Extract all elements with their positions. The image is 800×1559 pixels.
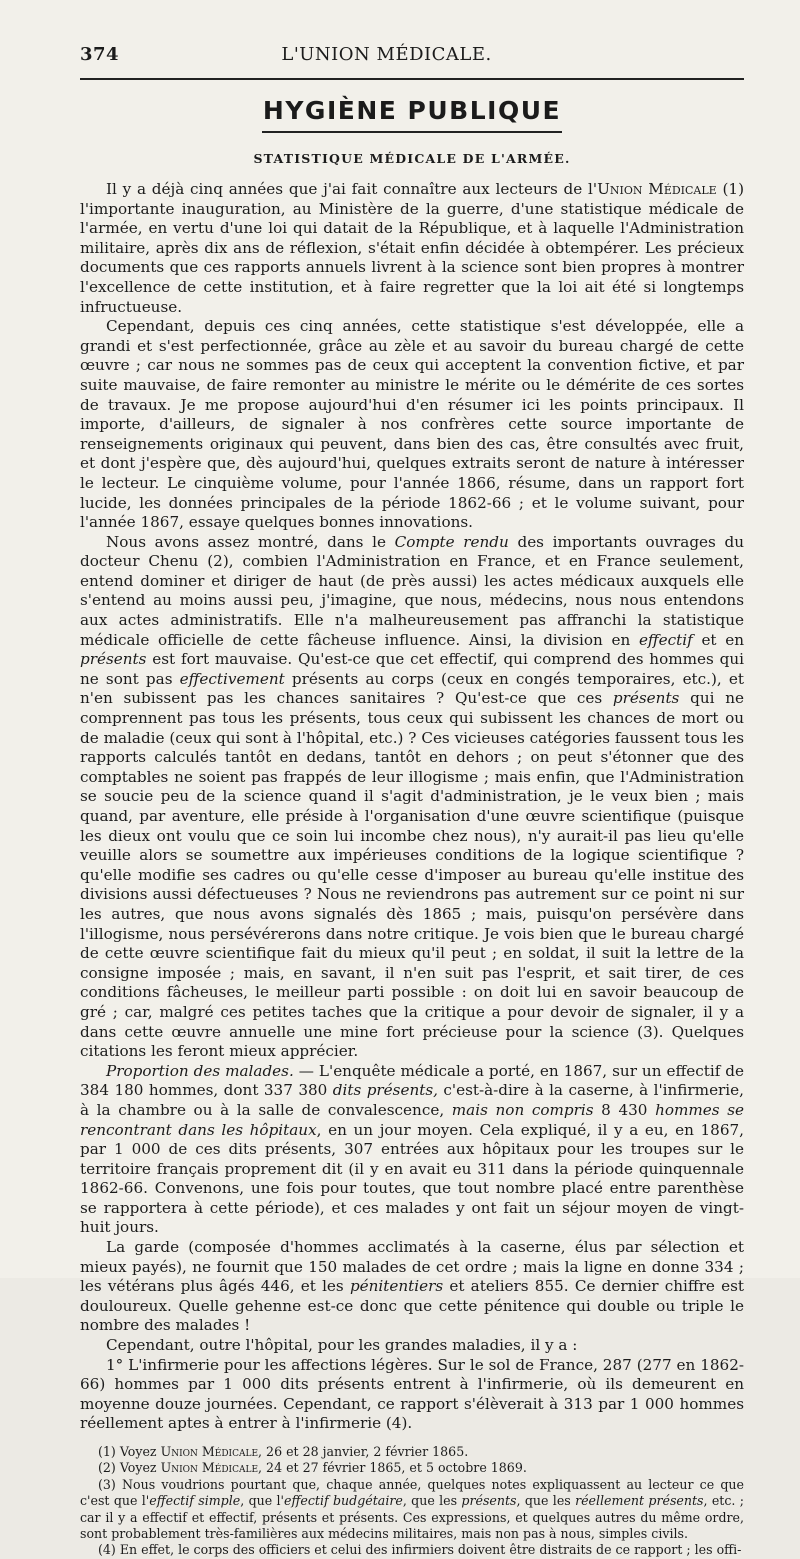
text-run: 1° L'infirmerie pour les affections légères. Sur le sol de France, 287 (277 en 1862-66) hommes par 1 000 dits présents entrent à l'infirmerie, où ils demeurent en moyenne douze journées. Cependant, ce rapport s'élèverait à 313 par 1 000 hommes réellement aptes à entrer à l'infirmerie (4). (80, 1355, 744, 1433)
text-run: , etc. ; car il y a effectif et effectif, présents et présents. Ces expressions, et quelques autres du même ordre, sont probablement très-familières aux médecins militaires, mais non pas à nous, simples civils. (80, 1493, 744, 1542)
text-run: Il y a déjà cinq années que j'ai fait connaître aux lecteurs de l' (106, 180, 598, 198)
article-title: STATISTIQUE MÉDICALE DE L'ARMÉE. (253, 151, 571, 166)
small-caps-run: Union Médicale (160, 1444, 259, 1459)
text-run: est fort mauvaise. Qu'est-ce que cet effectif, qui comprend des hommes qui ne sont pas (80, 650, 744, 688)
text-run: , en un jour moyen. Cela expliqué, il y a eu, en 1867, par 1 000 de ces dits présents, 307 entrées aux hôpitaux pour les troupes sur le territoire français proprement dit (il y en avait eu 311 dans la période quinquennale 1862-66. Convenons, une fois pour toutes, que tout nombre placé entre parenthèse se rapportera à cette période), et ces malades y ont fait un séjour moyen de vingt-huit jours. (80, 1120, 745, 1237)
italic-run: hommes se rencontrant dans les hôpitaux (80, 1100, 744, 1139)
text-run: des importants ouvrages du docteur Chenu (2), combien l'Administration en France, et en France seulement, entend dominer et diriger de haut (de près aussi) les actes médicaux auxquels elle s'entend au moins aussi peu, j'imagine, que nous, médecins, nous nous entendons aux actes administratifs. Elle n'a malheureusement pas affranchi la statistique médicale officielle de cette fâcheuse influence. Ainsi, la division en (80, 532, 744, 649)
paragraph (80, 180, 744, 317)
text-run: et ateliers 855. Ce dernier chiffre est douloureux. Quelle gehenne est-ce donc que cette pénitence qui double ou triple le nombre des malades ! (80, 1277, 744, 1335)
journal-title: L'UNION MÉDICALE. (281, 44, 492, 65)
italic-run: effectif simple (149, 1493, 241, 1509)
small-caps-run: Union Médicale (597, 180, 717, 198)
text-run: Cependant, outre l'hôpital, pour les grandes maladies, il y a : (106, 1336, 578, 1355)
paragraph (80, 1336, 744, 1356)
italic-run: pénitentiers (349, 1277, 444, 1296)
text-run: — L'enquête médicale a porté, en 1867, sur un effectif de 384 180 hommes, dont 337 380 (80, 1061, 744, 1100)
paragraph (80, 1356, 744, 1434)
text-run: (4) En effet, le corps des officiers et celui des infirmiers doivent être distraits de ce rapport ; les offi- (98, 1542, 742, 1558)
italic-run: présents (612, 689, 680, 708)
text-run: , que l' (240, 1493, 285, 1509)
italic-run: réellement présents (575, 1493, 704, 1509)
text-run: (1) l'importante inauguration, au Ministère de la guerre, d'une statistique médicale de l'armée, en vertu d'une loi qui datait de la République, et à laquelle l'Administration militaire, après dix ans de réflexion, s'était enfin décidée à obtempérer. Les précieux documents que ces rapports annuels livrent à la science sont bien propres à montrer l'excellence de cette institution, et à faire regretter que la loi ait été si longtemps infructueuse. (80, 180, 744, 316)
small-caps-run: Union Médicale (160, 1460, 259, 1476)
text-run: (2) Voyez (98, 1460, 161, 1476)
italic-run: effectif budgétaire (284, 1493, 403, 1509)
footnote (80, 1460, 744, 1476)
text-run: , 24 et 27 février 1865, et 5 octobre 1869. (258, 1460, 527, 1476)
paragraph (80, 533, 744, 1062)
italic-run: présents (80, 650, 147, 669)
footnote (80, 1542, 744, 1558)
italic-run: effectif (638, 630, 693, 649)
page-number: 374 (80, 44, 120, 65)
paragraph (80, 317, 744, 533)
text-run: (1) Voyez (98, 1444, 161, 1459)
footnote (80, 1444, 744, 1460)
text-run: c'est-à-dire à la caserne, à l'infirmerie, à la chambre ou à la salle de convalescence, (80, 1081, 744, 1119)
text-run: et en (692, 630, 744, 649)
text-run: La garde (composée d'hommes acclimatés à la caserne, élus par sélection et mieux payés), ne fournit que 150 malades de cet ordre ; mais la ligne en donne 334 ; les vétérans plus âgés 446, et les (80, 1238, 744, 1296)
footnotes (80, 1444, 744, 1559)
italic-run: dits présents, (332, 1081, 438, 1100)
italic-run: Proportion des malades. (106, 1061, 294, 1080)
text-run: , 26 et 28 janvier, 2 février 1865. (258, 1444, 469, 1459)
text-run: , que les (516, 1493, 576, 1509)
text-run: présents au corps (ceux en congés temporaires, etc.), et n'en subissent pas les chances sanitaires ? Qu'est-ce que ces (80, 669, 744, 708)
paragraph (80, 1238, 744, 1336)
article-body (80, 180, 744, 1434)
text-run: qui ne comprennent pas tous les présents, tous ceux qui subissent les chances de mort ou de maladie (ceux qui sont à l'hôpital, etc.) ? Ces vicieuses catégories faussent tous les rapports calculés tantôt en dedans, tantôt en dehors ; on peut s'étonner que des comptables ne soient pas frappés de leur illogisme ; mais enfin, que l'Administration se soucie peu de la science quand il s'agit d'administration, je le veux bien ; mais quand, par aventure, elle préside à l'organisation d'une œuvre scientifique (puisque les dieux ont voulu que ce soin lui incombe chez nous), n'y aurait-il pas lieu qu'elle veuille alors se soumettre aux impérieuses conditions de la logique scientifique ? qu'elle modifie ses cadres ou qu'elle cesse d'imposer au bureau qu'elle institue des divisions aussi défectueuses ? Nous ne reviendrons pas autrement sur ce point ni sur les autres, que nous avons signalés dès 1865 ; mais, puisqu'on persévère dans l'illogisme, nous persévérerons dans notre critique. Je vois bien que le bureau chargé de cette œuvre scientifique fait du mieux qu'il peut ; en soldat, il suit la lettre de la consigne imposée ; mais, en savant, il n'en suit pas l'esprit, et sait tirer, de ces conditions fâcheuses, le meilleur parti possible : on doit lui en savoir beaucoup de gré ; car, malgré ces petites taches que la critique a pour devoir de signaler, il y a dans cette œuvre annuelle une mine fort précieuse pour la science (3). Quelques citations les feront mieux apprécier. (80, 689, 745, 1061)
footnote (80, 1477, 744, 1543)
italic-run: mais non compris (451, 1100, 594, 1119)
paragraph (80, 1062, 744, 1238)
header-rule (80, 78, 744, 80)
text-run: Nous avons assez montré, dans le (106, 532, 395, 551)
text-run: 8 430 (593, 1100, 656, 1119)
text-run: Cependant, depuis ces cinq années, cette statistique s'est développée, elle a grandi et s'est perfectionnée, grâce au zèle et au savoir du bureau chargé de cette œuvre ; car nous ne sommes pas de ceux qui acceptent la convention fictive, et par suite mauvaise, de faire remonter au ministre le mérite ou le démérite de ces sortes de travaux. Je me propose aujourd'hui d'en résumer ici les points principaux. Il importe, d'ailleurs, de signaler à nos confrères cette source importante de renseignements originaux qui peuvent, dans bien des cas, être consultés avec fruit, et dont j'espère que, dès aujourd'hui, quelques extraits seront de nature à intéresser le lecteur. Le cinquième volume, pour l'année 1866, résume, dans un rapport fort lucide, les données principales de la période 1862-66 ; et le volume suivant, pour l'année 1867, essaye quelques bonnes innovations. (80, 317, 744, 532)
italic-run: présents (461, 1493, 517, 1509)
section-rule (262, 131, 562, 133)
italic-run: Compte rendu (394, 532, 509, 551)
running-head (80, 44, 744, 74)
section-title: HYGIÈNE PUBLIQUE (262, 96, 562, 125)
text-run: , que les (402, 1493, 462, 1509)
italic-run: effectivement (179, 669, 285, 688)
text-run: (3) Nous voudrions pourtant que, chaque année, quelques notes expliquassent au lecteur ce que c'est que l' (80, 1476, 744, 1509)
